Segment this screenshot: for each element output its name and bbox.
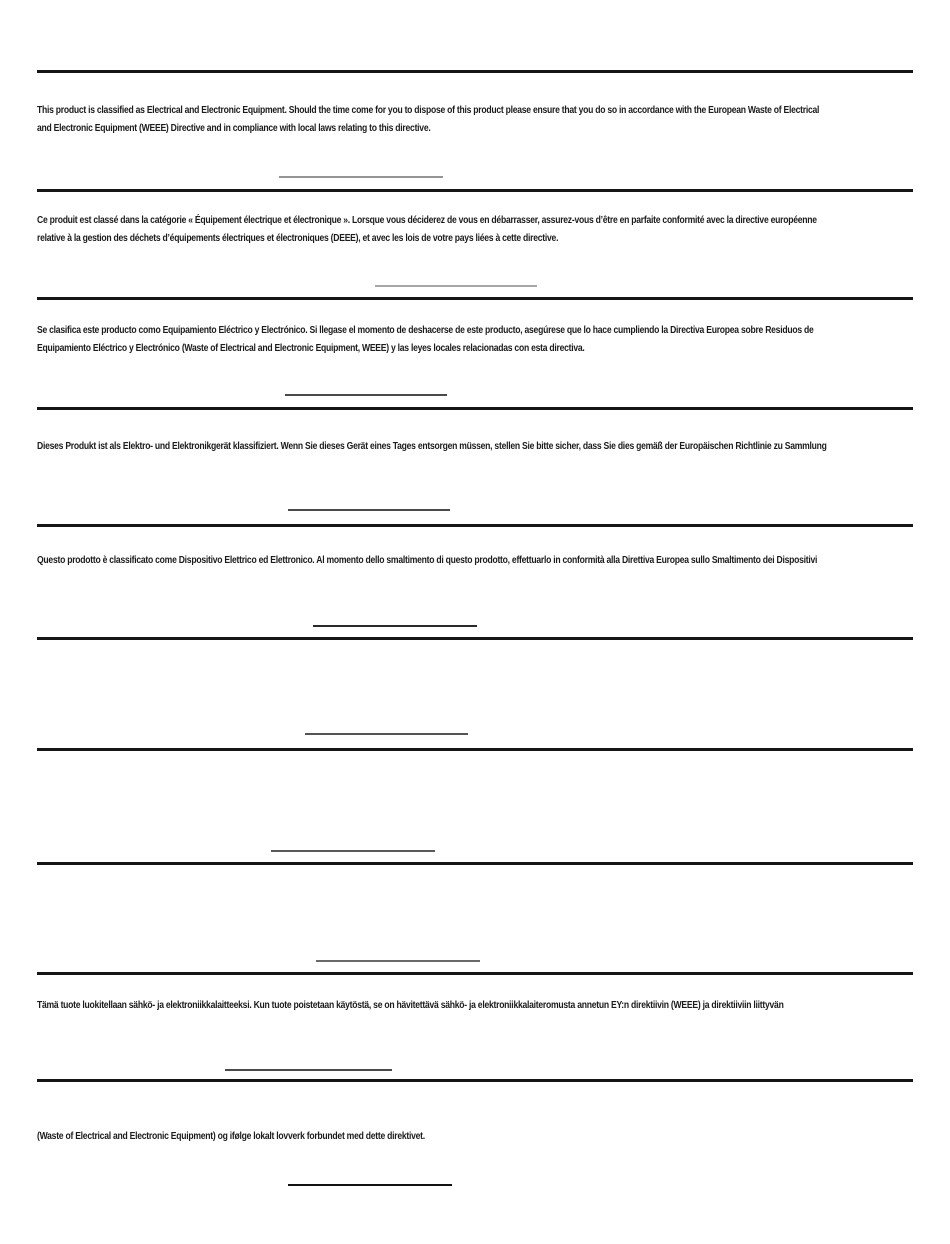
- notice-line: and Electronic Equipment (WEEE) Directive and in compliance with local laws relating to this directive.: [37, 123, 431, 134]
- section-divider-rule: [37, 189, 913, 192]
- notice-line: relative à la gestion des déchets d’équipements électriques et électroniques (DEEE), et avec les lois de votre pays liées à cette directive.: [37, 233, 559, 244]
- notice-line: Dieses Produkt ist als Elektro- und Elektronikgerät klassifiziert. Wenn Sie dieses Gerät eines Tages entsorgen müssen, stellen Sie bitte sicher, dass Sie dies gemäß der Europäischen Richtlinie zu Sammlung: [37, 441, 827, 452]
- notice-line: This product is classified as Electrical and Electronic Equipment. Should the time come for you to dispose of this product please ensure that you do so in accordance with the European Waste of Electrical: [37, 105, 820, 116]
- short-underline: [285, 394, 447, 396]
- short-underline: [316, 960, 480, 962]
- section-divider-rule: [37, 862, 913, 865]
- notice-line: Ce produit est classé dans la catégorie « Équipement électrique et électronique ». Lorsque vous déciderez de vous en débarrasser, assurez-vous d’être en parfaite conformité avec la directive européenne: [37, 215, 817, 226]
- notice-line: Se clasifica este producto como Equipamiento Eléctrico y Electrónico. Si llegase el momento de deshacerse de este producto, asegúrese que lo hace cumpliendo la Directiva Europea sobre Residuos de: [37, 325, 814, 336]
- section-divider-rule: [37, 407, 913, 410]
- short-underline: [288, 509, 450, 511]
- section-divider-rule: [37, 972, 913, 975]
- norwegian-notice: [37, 1128, 913, 1146]
- short-underline: [375, 285, 537, 287]
- section-divider-rule: [37, 1079, 913, 1082]
- notice-line: Equipamiento Eléctrico y Electrónico (Waste of Electrical and Electronic Equipment, WEEE) y las leyes locales relacionadas con esta directiva.: [37, 343, 585, 354]
- short-underline: [313, 625, 477, 627]
- section-divider-rule: [37, 748, 913, 751]
- finnish-notice: [37, 997, 913, 1015]
- french-notice: [37, 212, 913, 248]
- notice-line: Tämä tuote luokitellaan sähkö- ja elektroniikkalaitteeksi. Kun tuote poistetaan käytöstä, se on hävitettävä sähkö- ja elektroniikkalaiteromusta annetun EY:n direktiivin (WEEE) ja direktiiviin liittyvän: [37, 1000, 784, 1011]
- section-divider-rule: [37, 70, 913, 73]
- notice-line: (Waste of Electrical and Electronic Equipment) og ifølge lokalt lovverk forbundet med dette direktivet.: [37, 1131, 425, 1142]
- notice-line: Questo prodotto è classificato come Dispositivo Elettrico ed Elettronico. Al momento dello smaltimento di questo prodotto, effettuarlo in conformità alla Direttiva Europea sullo Smaltimento dei Dispositivi: [37, 555, 818, 566]
- section-divider-rule: [37, 297, 913, 300]
- short-underline: [271, 850, 435, 852]
- section-divider-rule: [37, 524, 913, 527]
- german-notice: [37, 438, 913, 456]
- spanish-notice: [37, 322, 913, 358]
- short-underline: [288, 1184, 452, 1186]
- section-divider-rule: [37, 637, 913, 640]
- english-notice: [37, 102, 913, 138]
- italian-notice: [37, 552, 913, 570]
- short-underline: [225, 1069, 392, 1071]
- short-underline: [305, 733, 468, 735]
- short-underline: [279, 176, 443, 178]
